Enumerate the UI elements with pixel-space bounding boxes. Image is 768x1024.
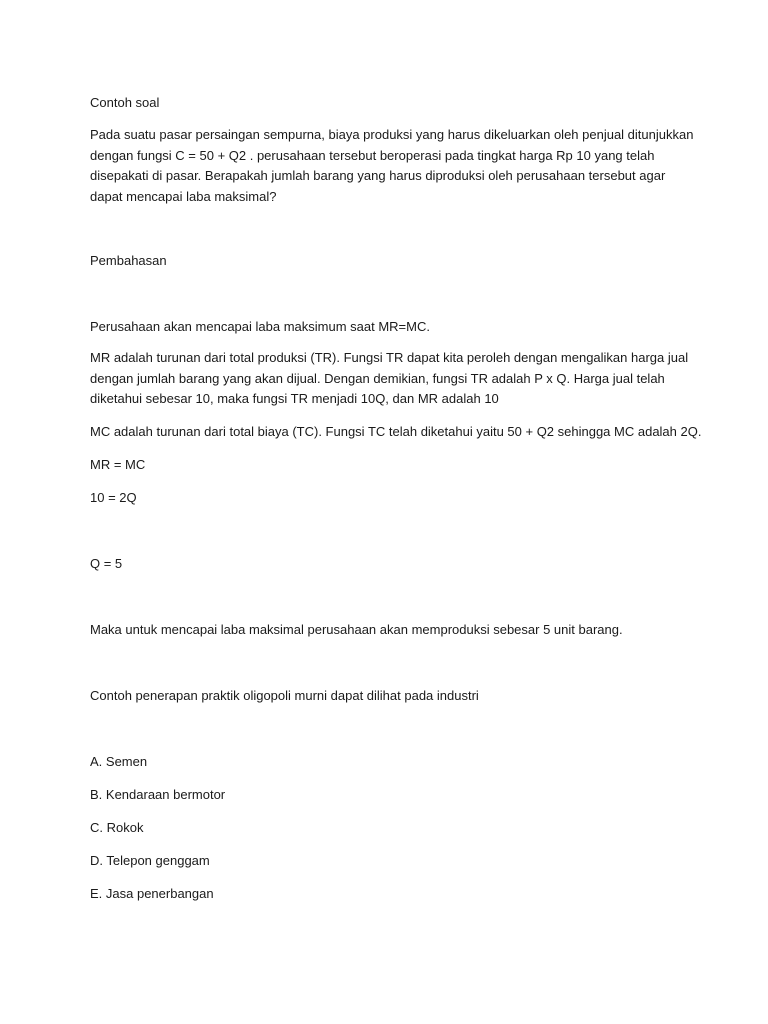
question-2: Contoh penerapan praktik oligopoli murni dapat dilihat pada industri bbox=[90, 688, 479, 703]
option-a: A. Semen bbox=[90, 754, 148, 769]
question-paragraph bbox=[90, 125, 694, 207]
question-line: dengan fungsi C = 50 + Q2 . perusahaan tersebut beroperasi pada tingkat harga Rp 10 yang telah bbox=[90, 147, 655, 163]
mr-explanation-line: dengan jumlah barang yang akan dijual. Dengan demikian, fungsi TR adalah P x Q. Harga jual telah bbox=[90, 370, 665, 386]
option-c: C. Rokok bbox=[90, 820, 144, 835]
mr-explanation-paragraph bbox=[90, 348, 690, 410]
mr-explanation-line: MR adalah turunan dari total produksi (TR). Fungsi TR dapat kita peroleh dengan mengalikan harga jual bbox=[90, 350, 689, 365]
equation-mr-equals-mc: MR = MC bbox=[90, 457, 146, 472]
mr-explanation-line: diketahui sebesar 10, maka fungsi TR menjadi 10Q, dan MR adalah 10 bbox=[90, 391, 499, 406]
equation-10-equals-2q: 10 = 2Q bbox=[90, 490, 137, 505]
heading-contoh-soal: Contoh soal bbox=[90, 95, 160, 110]
equation-q-equals-5: Q = 5 bbox=[90, 556, 123, 571]
mr-mc-statement: Perusahaan akan mencapai laba maksimum saat MR=MC. bbox=[90, 319, 430, 334]
option-d: D. Telepon genggam bbox=[90, 853, 210, 868]
mc-explanation: MC adalah turunan dari total biaya (TC). Fungsi TC telah diketahui yaitu 50 + Q2 sehingga MC adalah 2Q. bbox=[90, 424, 702, 439]
conclusion: Maka untuk mencapai laba maksimal perusahaan akan memproduksi sebesar 5 unit barang. bbox=[90, 622, 623, 637]
question-line: Pada suatu pasar persaingan sempurna, biaya produksi yang harus dikeluarkan oleh penjual ditunjukkan bbox=[90, 127, 694, 142]
option-b: B. Kendaraan bermotor bbox=[90, 787, 226, 802]
question-line: dapat mencapai laba maksimal? bbox=[90, 188, 277, 204]
question-line: disepakati di pasar. Berapakah jumlah barang yang harus diproduksi oleh perusahaan tersebut agar bbox=[90, 168, 666, 183]
heading-pembahasan: Pembahasan bbox=[90, 253, 167, 268]
option-e: E. Jasa penerbangan bbox=[90, 886, 214, 901]
